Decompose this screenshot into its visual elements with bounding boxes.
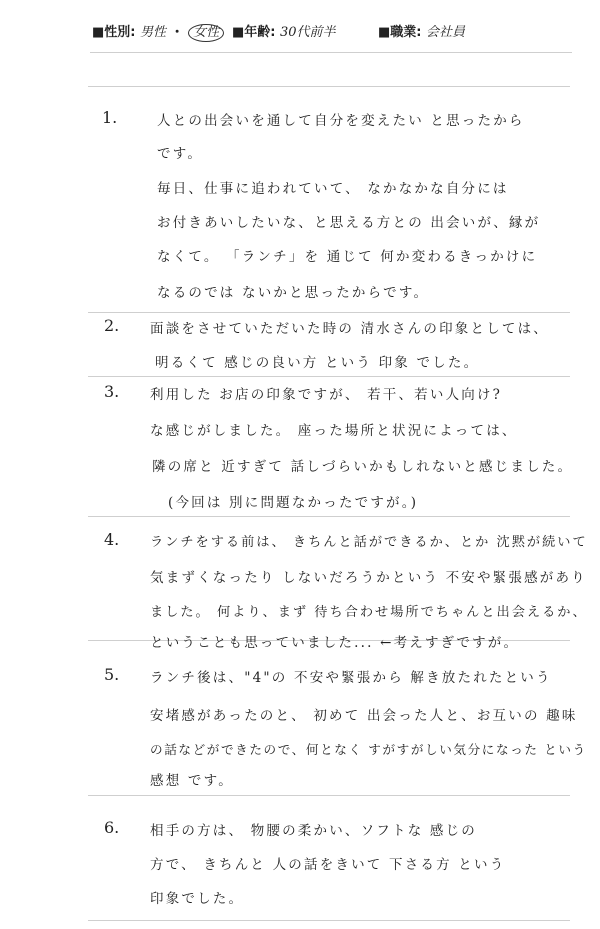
ruled-line (90, 52, 572, 53)
ruled-line (88, 795, 570, 796)
ruled-line (88, 376, 570, 377)
gender-field (92, 21, 224, 42)
gender-label: ■性別: (92, 25, 136, 40)
answer-line: 感想 です。 (150, 773, 234, 789)
ruled-line (88, 86, 570, 87)
age-label: ■年齢: (232, 25, 276, 40)
answer-line: ました。 何より、まず 待ち合わせ場所でちゃんと出会えるか、 (150, 605, 588, 620)
answer-line: なくて。 「ランチ」を 通じて 何か変わるきっかけに (157, 249, 538, 265)
answer-number: 4. (104, 530, 120, 549)
answer-line: 安堵感があったのと、 初めて 出会った人と、お互いの 趣味 (150, 708, 578, 724)
answer-line: ランチ後は、"4"の 不安や緊張から 解き放たれたという (150, 670, 552, 686)
answer-number: 3. (104, 382, 120, 401)
gender-female-option-circled: 女性 (188, 24, 224, 42)
answer-line: 気まずくなったり しないだろうかという 不安や緊張感があり (150, 570, 587, 586)
profile-header (0, 0, 600, 52)
answer-number: 5. (104, 665, 120, 684)
answer-line: ランチをする前は、 きちんと話ができるか、とか 沈黙が続いて (150, 535, 588, 550)
answer-number: 1. (102, 108, 118, 127)
answer-line: 人との出会いを通して自分を変えたい と思ったから (157, 113, 525, 129)
ruled-line (88, 312, 570, 313)
age-value: 30代前半 (280, 25, 336, 40)
answer-line: ということも思っていました... ←考えすぎですが。 (150, 635, 520, 651)
answer-line: 印象でした。 (150, 891, 245, 907)
job-field (378, 21, 465, 40)
answer-line: (今回は 別に問題なかったですが。) (168, 495, 419, 511)
gender-male-option: 男性 (140, 25, 167, 40)
answer-line: 毎日、仕事に追われていて、 なかなかな自分には (157, 181, 509, 197)
answer-line: お付きあいしたいな、と思える方との 出会いが、縁が (157, 215, 541, 231)
answer-line: 面談をさせていただいた時の 清水さんの印象としては、 (150, 321, 549, 337)
answer-number: 2. (104, 316, 120, 335)
answer-line: です。 (157, 146, 204, 162)
age-field (232, 21, 336, 40)
answer-line: な感じがしました。 座った場所と状況によっては、 (150, 423, 518, 439)
job-label: ■職業: (378, 25, 422, 40)
answer-line: 相手の方は、 物腰の柔かい、ソフトな 感じの (150, 823, 477, 839)
answer-line: なるのでは ないかと思ったからです。 (157, 285, 430, 301)
ruled-line (88, 920, 570, 921)
job-value: 会社員 (426, 25, 466, 40)
answer-line: の話などができたので、何となく すがすがしい気分になった という (150, 742, 587, 757)
answer-line: 明るくて 感じの良い方 という 印象 でした。 (155, 355, 480, 371)
answer-line: 隣の席と 近すぎて 話しづらいかもしれないと感じました。 (152, 459, 574, 475)
answer-number: 6. (104, 818, 120, 837)
answer-line: 利用した お店の印象ですが、 若干、若い人向け? (150, 387, 503, 403)
answer-line: 方で、 きちんと 人の話をきいて 下さる方 という (150, 857, 506, 873)
ruled-line (88, 516, 570, 517)
gender-separator: ・ (170, 25, 184, 40)
